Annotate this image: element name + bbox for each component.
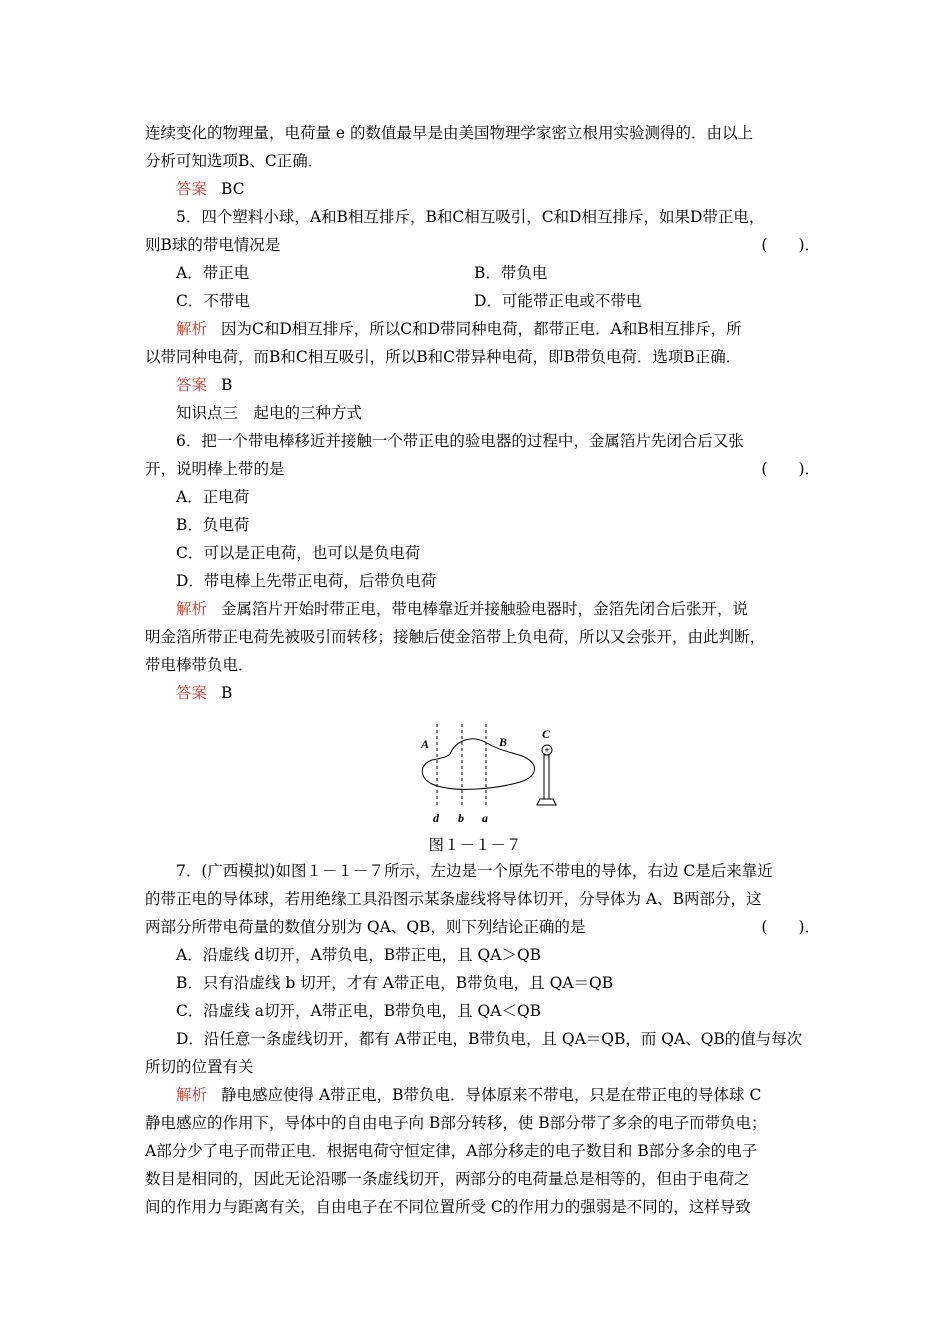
question-stem-text: 开，说明棒上带的是 bbox=[145, 460, 285, 478]
label-B: B bbox=[499, 735, 508, 749]
question-7-stem: 7．(广西模拟)如图１－１－７所示，左边是一个原先不带电的导体，右边 C是后来靠近 bbox=[176, 862, 773, 880]
figure-conductor-diagram bbox=[410, 722, 570, 828]
options-row bbox=[176, 263, 851, 283]
analysis-line: A部分少了电子而带正电．根据电荷守恒定律，A部分移走的电子数目和 B部分多余的电子 bbox=[145, 1142, 758, 1160]
option-b: B．带负电 bbox=[474, 264, 548, 282]
analysis-line bbox=[176, 1085, 851, 1105]
analysis-line: 以带同种电荷，而B和C相互吸引，所以B和C带异种电荷，即B带负电荷．选项B正确． bbox=[145, 348, 742, 366]
option-c: C．可以是正电荷，也可以是负电荷 bbox=[176, 544, 421, 562]
paragraph-line: 分析可知选项B、C正确． bbox=[145, 152, 324, 170]
answer-blank: ( )． bbox=[761, 918, 820, 936]
answer-value: BC bbox=[221, 180, 245, 198]
answer-line bbox=[176, 683, 851, 703]
figure-caption: 图１－１－７ bbox=[428, 836, 522, 854]
stand-base bbox=[537, 799, 556, 805]
option-a: A．带正电 bbox=[176, 264, 250, 282]
option-d: D．带电棒上先带正电荷，后带负电荷 bbox=[176, 572, 437, 590]
answer-label: 答案 bbox=[176, 376, 208, 394]
question-5-stem: 5．四个塑料小球，A和B相互排斥，B和C相互吸引，C和D相互排斥，如果D带正电， bbox=[176, 208, 765, 226]
analysis-label: 解析 bbox=[176, 600, 208, 618]
analysis-label: 解析 bbox=[176, 1086, 208, 1104]
option-d-cont: 所切的位置有关 bbox=[145, 1058, 254, 1076]
option-d: D．沿任意一条虚线切开，都有 A带正电，B带负电，且 QA＝QB，而 QA、QB的值与每次 bbox=[176, 1030, 803, 1048]
analysis-line: 明金箔所带正电荷先被吸引而转移；接触后使金箔带上负电荷，所以又会张开，由此判断， bbox=[145, 628, 766, 646]
label-C: C bbox=[542, 727, 551, 741]
analysis-line: 数目是相同的，因此无论沿哪一条虚线切开，两部分的电荷量总是相等的，但由于电荷之 bbox=[145, 1170, 750, 1188]
option-a: A．沿虚线 d切开，A带负电，B带正电，且 QA＞QB bbox=[176, 946, 542, 964]
option-c: C．不带电 bbox=[176, 292, 250, 310]
answer-line bbox=[176, 375, 851, 395]
question-5-stem-cont bbox=[145, 235, 820, 255]
analysis-line: 静电感应的作用下，导体中的自由电子向 B部分转移，使 B部分带了多余的电子而带负电； bbox=[145, 1114, 767, 1132]
question-6-stem-cont bbox=[145, 459, 820, 479]
label-A: A bbox=[421, 737, 430, 751]
label-d: d bbox=[433, 811, 439, 825]
question-stem-text: 两部分所带电荷量的数值分别为 QA、QB，则下列结论正确的是 bbox=[145, 918, 586, 936]
analysis-line bbox=[176, 319, 851, 339]
analysis-label: 解析 bbox=[176, 320, 208, 338]
paragraph-line: 连续变化的物理量，电荷量 e 的数值最早是由美国物理学家密立根用实验测得的．由以上 bbox=[145, 124, 754, 142]
option-d: D．可能带正电或不带电 bbox=[474, 292, 642, 310]
label-a: a bbox=[482, 811, 488, 825]
option-a: A．正电荷 bbox=[176, 488, 250, 506]
answer-line bbox=[176, 179, 851, 199]
analysis-text: 金属箔片开始时带正电，带电棒靠近并接触验电器时，金箔先闭合后张开，说 bbox=[221, 600, 749, 618]
question-7-stem-cont bbox=[145, 917, 820, 937]
analysis-line bbox=[176, 599, 851, 619]
option-b: B．只有沿虚线 b 切开，才有 A带正电，B带负电，且 QA＝QB bbox=[176, 974, 614, 992]
option-b: B．负电荷 bbox=[176, 516, 250, 534]
insulating-stand bbox=[544, 755, 549, 799]
analysis-text: 静电感应使得 A带正电，B带负电．导体原来不带电，只是在带正电的导体球 C bbox=[221, 1086, 762, 1104]
analysis-text: 因为C和D相互排斥，所以C和D带同种电荷，都带正电．A和B相互排斥，所 bbox=[221, 320, 742, 338]
question-6-stem: 6．把一个带电棒移近并接触一个带正电的验电器的过程中，金属箔片先闭合后又张 bbox=[176, 432, 744, 450]
section-title: 知识点三 起电的三种方式 bbox=[176, 404, 363, 422]
question-stem-text: 则B球的带电情况是 bbox=[145, 236, 281, 254]
option-c: C．沿虚线 a切开，A带正电，B带负电，且 QA＜QB bbox=[176, 1002, 542, 1020]
label-b: b bbox=[458, 811, 464, 825]
answer-value: B bbox=[221, 376, 233, 394]
analysis-line: 间的作用力与距离有关，自由电子在不同位置所受 C的作用力的强弱是不同的，这样导致 bbox=[145, 1198, 751, 1216]
answer-value: B bbox=[221, 684, 233, 702]
question-7-stem-cont: 的带正电的导体球，若用绝缘工具沿图示某条虚线将导体切开，分导体为 A、B两部分，这 bbox=[145, 890, 762, 908]
plus-sign: + bbox=[544, 745, 550, 757]
analysis-line: 带电棒带负电． bbox=[145, 656, 254, 674]
options-row bbox=[176, 291, 851, 311]
answer-blank: ( )． bbox=[761, 236, 820, 254]
conductor-outline bbox=[422, 739, 534, 790]
answer-label: 答案 bbox=[176, 180, 208, 198]
answer-label: 答案 bbox=[176, 684, 208, 702]
answer-blank: ( )． bbox=[761, 460, 820, 478]
